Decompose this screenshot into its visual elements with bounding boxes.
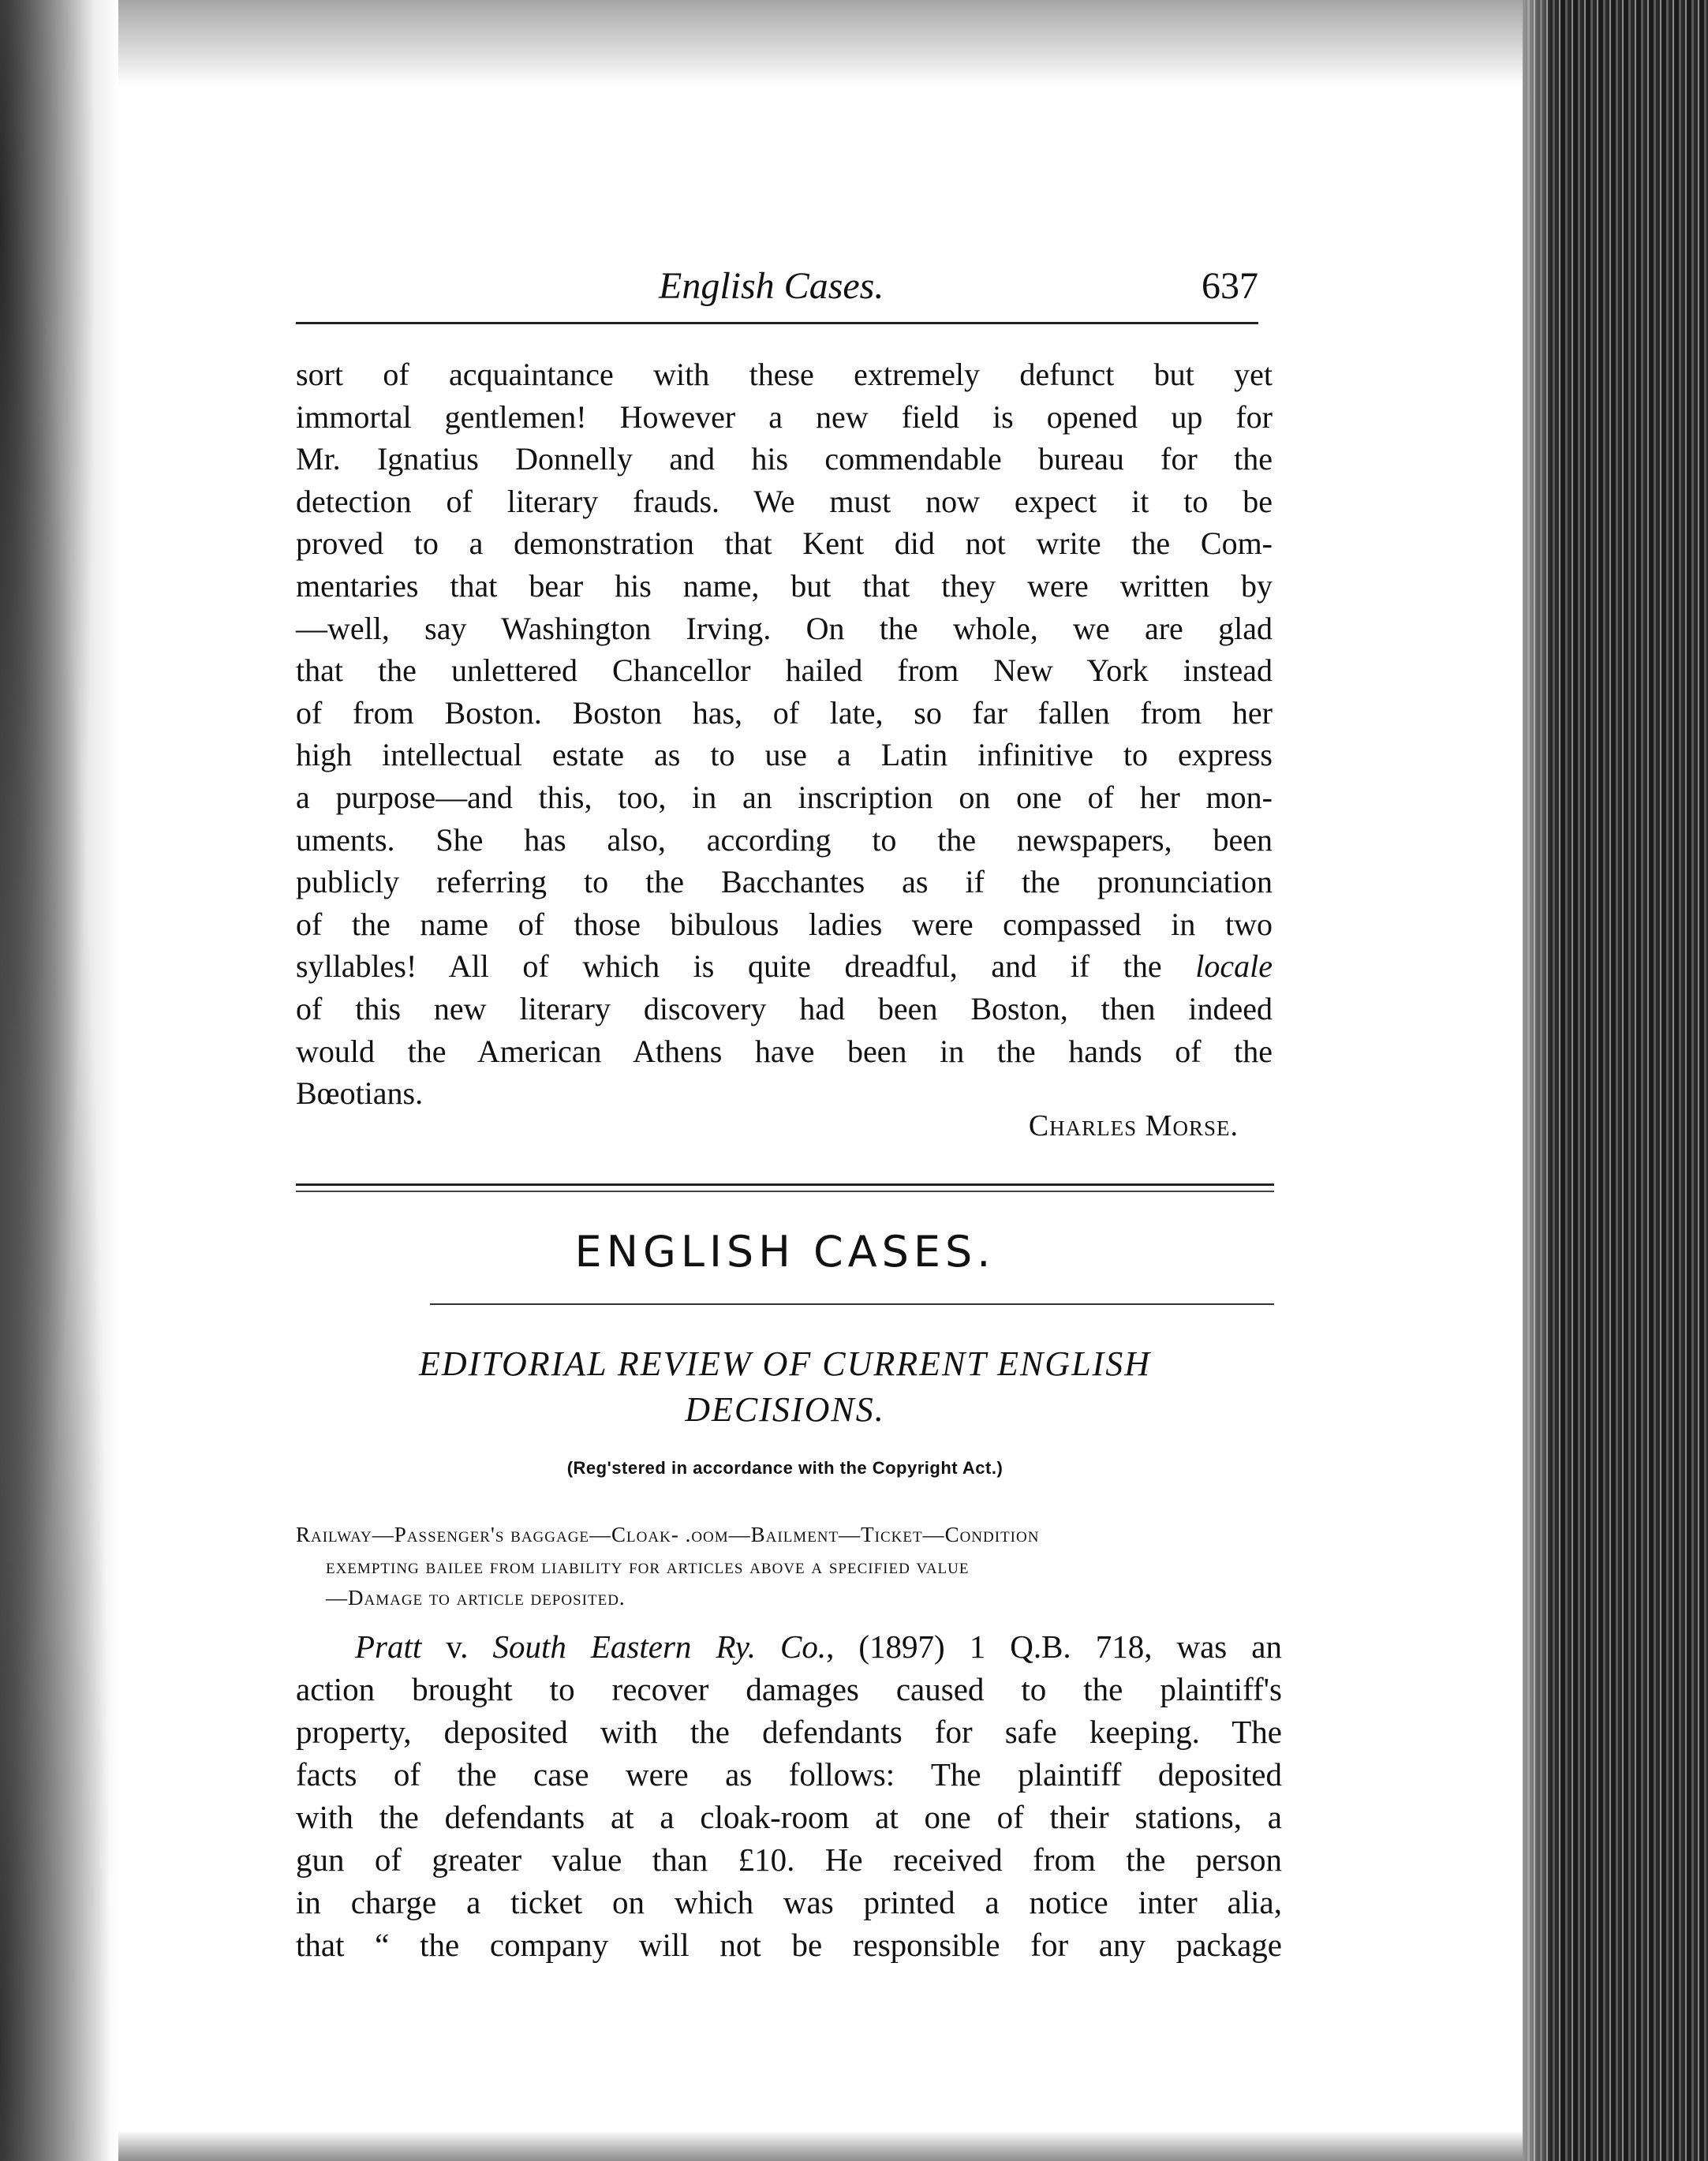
scan-bottom-edge-shadow	[118, 2130, 1538, 2161]
text-line: that “ the company will not be responsible for any package	[296, 1927, 1282, 1963]
text-line: high intellectual estate as to use a Latin infinitive to express	[296, 737, 1273, 773]
case-plaintiff: Pratt	[355, 1628, 422, 1665]
text-line: publicly referring to the Bacchantes as if the pronunciation	[296, 864, 1273, 900]
case-defendant: South Eastern Ry. Co.	[492, 1628, 827, 1665]
text-line-start: syllables! All of which is quite dreadful, and if the	[296, 948, 1162, 985]
text-line: of the name of those bibulous ladies were compassed in two	[296, 906, 1273, 942]
essay-paragraph	[296, 353, 1273, 1115]
title-rule	[430, 1303, 1274, 1305]
text-line: action brought to recover damages caused to the plaintiff's	[296, 1671, 1282, 1707]
text-line: Mr. Ignatius Donnelly and his commendable bureau for the	[296, 441, 1273, 477]
case-citation: , (1897) 1 Q.B. 718, was an	[826, 1628, 1282, 1665]
subtitle-line: EDITORIAL REVIEW OF CURRENT ENGLISH	[419, 1344, 1151, 1383]
text-line: detection of literary frauds. We must now expect it to be	[296, 483, 1273, 519]
section-divider-rule	[296, 1183, 1274, 1186]
case-paragraph	[296, 1625, 1282, 1966]
text-line: immortal gentlemen! However a new field is opened up for	[296, 398, 1273, 435]
text-line: —well, say Washington Irving. On the whole, we are glad	[296, 610, 1273, 646]
text-line: a purpose—and this, too, in an inscription on one of her mon-	[296, 779, 1273, 815]
text-line: with the defendants at a cloak-room at one of their stations, a	[296, 1799, 1282, 1835]
copyright-notice: (Reg'stered in accordance with the Copyright Act.)	[566, 1458, 1003, 1478]
author-signature: Charles Morse.	[1028, 1109, 1239, 1142]
text-line: of this new literary discovery had been Boston, then indeed	[296, 990, 1273, 1026]
page-header	[296, 264, 1258, 320]
section-divider-rule	[296, 1191, 1274, 1192]
text-line: uments. She has also, according to the newspapers, been	[296, 821, 1273, 858]
case-heading-line: Railway—Passenger's baggage—Cloak- .oom—Bailment—Ticket—Condition	[296, 1523, 1040, 1546]
text-line: facts of the case were as follows: The plaintiff deposited	[296, 1756, 1282, 1793]
text-line: that the unlettered Chancellor hailed from New York instead	[296, 652, 1273, 689]
text-line	[296, 945, 1273, 988]
page-number: 637	[1202, 265, 1258, 307]
case-heading	[296, 1519, 1282, 1613]
text-line: gun of greater value than £10. He received from the person	[296, 1841, 1282, 1878]
text-line: sort of acquaintance with these extremely defunct but yet	[296, 357, 1273, 392]
scan-top-edge-shadow	[118, 0, 1538, 87]
italic-word: locale	[1195, 948, 1273, 985]
text-line: in charge a ticket on which was printed a notice inter alia,	[296, 1884, 1282, 1920]
book-page-edges	[1523, 0, 1708, 2161]
scan-left-edge-shadow	[0, 0, 118, 2161]
text-line: of from Boston. Boston has, of late, so far fallen from her	[296, 694, 1273, 731]
running-head: English Cases.	[659, 265, 884, 307]
section-subtitle	[296, 1341, 1274, 1433]
case-first-line	[296, 1625, 1282, 1668]
text-line: Bœotians.	[296, 1075, 424, 1112]
text-line: mentaries that bear his name, but that they were written by	[296, 567, 1273, 604]
section-title: ENGLISH CASES.	[574, 1227, 996, 1277]
case-heading-line: exempting bailee from liability for articles above a specified value	[326, 1554, 970, 1578]
header-rule	[296, 322, 1258, 324]
subtitle-line: DECISIONS.	[685, 1390, 885, 1429]
text-line: proved to a demonstration that Kent did not write the Com-	[296, 525, 1273, 562]
case-versus: v.	[421, 1628, 493, 1665]
case-heading-line: —Damage to article deposited.	[326, 1586, 626, 1610]
text-line: property, deposited with the defendants for safe keeping. The	[296, 1714, 1282, 1750]
text-line: would the American Athens have been in the hands of the	[296, 1033, 1273, 1069]
